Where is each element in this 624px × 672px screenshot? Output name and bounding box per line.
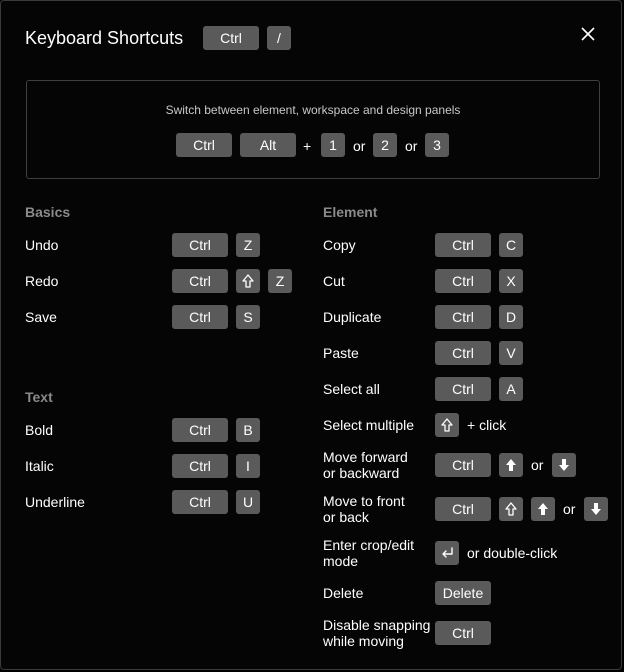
key-ctrl: Ctrl: [435, 305, 491, 329]
key-shift: [236, 269, 260, 293]
arrow-down-icon: [590, 502, 602, 516]
shortcut-label-delete: Delete: [323, 585, 364, 601]
panel-or-1: or: [353, 138, 366, 154]
shortcut-label-redo: Redo: [25, 273, 59, 289]
key-ctrl: Ctrl: [172, 269, 228, 293]
enter-icon: [440, 546, 454, 560]
shortcut-label-cut: Cut: [323, 273, 345, 289]
key-i: I: [236, 454, 260, 478]
select-multiple-suffix: + click: [467, 417, 507, 433]
key-c: C: [499, 233, 523, 257]
arrow-down-icon: [558, 458, 570, 472]
section-text: Text: [25, 389, 53, 405]
shift-icon: [441, 418, 453, 432]
key-ctrl: Ctrl: [172, 490, 228, 514]
move-to-front-or: or: [563, 501, 576, 517]
arrow-up-icon: [537, 502, 549, 516]
key-ctrl: Ctrl: [435, 269, 491, 293]
shortcut-label-enter-crop-line2: mode: [323, 553, 359, 569]
key-ctrl: Ctrl: [172, 418, 228, 442]
key-arrow-down: [552, 453, 576, 477]
enter-crop-suffix: or double-click: [467, 545, 558, 561]
close-button[interactable]: [577, 23, 599, 45]
key-ctrl: Ctrl: [435, 621, 491, 645]
panel-plus: +: [303, 138, 312, 154]
shortcut-label-bold: Bold: [25, 422, 54, 438]
key-z: Z: [268, 269, 292, 293]
shortcut-label-move-to-front-line2: or back: [323, 509, 369, 525]
panel-key-2: 2: [373, 133, 397, 157]
shortcut-label-select-multiple: Select multiple: [323, 417, 415, 433]
shortcut-label-paste: Paste: [323, 345, 359, 361]
shortcut-label-underline: Underline: [25, 494, 85, 510]
key-z: Z: [236, 233, 260, 257]
shortcut-label-duplicate: Duplicate: [323, 309, 382, 325]
header-key-slash: /: [267, 26, 291, 50]
key-ctrl: Ctrl: [172, 454, 228, 478]
key-ctrl: Ctrl: [435, 497, 491, 521]
shift-icon: [505, 502, 517, 516]
shift-icon: [242, 274, 254, 288]
panel-key-ctrl: Ctrl: [176, 133, 232, 157]
shortcut-label-move-forward: Move forward: [323, 449, 408, 465]
key-ctrl: Ctrl: [435, 453, 491, 477]
panel-key-1: 1: [321, 133, 345, 157]
key-arrow-down: [584, 497, 608, 521]
key-s: S: [236, 305, 260, 329]
key-ctrl: Ctrl: [435, 233, 491, 257]
key-d: D: [499, 305, 523, 329]
key-ctrl: Ctrl: [172, 233, 228, 257]
key-b: B: [236, 418, 260, 442]
section-element: Element: [323, 204, 378, 220]
shortcut-label-italic: Italic: [25, 458, 54, 474]
panel-or-2: or: [405, 138, 418, 154]
header-key-ctrl: Ctrl: [203, 26, 259, 50]
shortcut-label-move-forward-line2: or backward: [323, 465, 400, 481]
key-shift: [435, 413, 459, 437]
close-icon: [577, 23, 599, 45]
shortcut-label-move-to-front: Move to front: [323, 493, 405, 509]
panel-switch-description: Switch between element, workspace and design panels: [165, 103, 461, 117]
key-x: X: [499, 269, 523, 293]
shortcut-label-select-all: Select all: [323, 381, 380, 397]
key-arrow-up: [531, 497, 555, 521]
key-ctrl: Ctrl: [435, 377, 491, 401]
key-v: V: [499, 341, 523, 365]
arrow-up-icon: [505, 458, 517, 472]
panel-key-alt: Alt: [240, 133, 296, 157]
move-forward-or: or: [531, 457, 544, 473]
key-u: U: [236, 490, 260, 514]
key-arrow-up: [499, 453, 523, 477]
dialog-title: Keyboard Shortcuts: [25, 28, 184, 48]
key-delete: Delete: [435, 581, 491, 605]
key-ctrl: Ctrl: [172, 305, 228, 329]
panel-key-3: 3: [425, 133, 449, 157]
shortcut-label-save: Save: [25, 309, 57, 325]
key-shift: [499, 497, 523, 521]
shortcut-label-disable-snapping: Disable snapping: [323, 617, 431, 633]
shortcut-label-disable-snapping-line2: while moving: [323, 633, 404, 649]
key-ctrl: Ctrl: [435, 341, 491, 365]
key-enter: [435, 541, 459, 565]
shortcut-label-undo: Undo: [25, 237, 59, 253]
panel-switch-box: [26, 80, 600, 179]
key-a: A: [499, 377, 523, 401]
shortcut-label-enter-crop: Enter crop/edit: [323, 537, 415, 553]
section-basics: Basics: [25, 204, 71, 220]
shortcut-label-copy: Copy: [323, 237, 356, 253]
